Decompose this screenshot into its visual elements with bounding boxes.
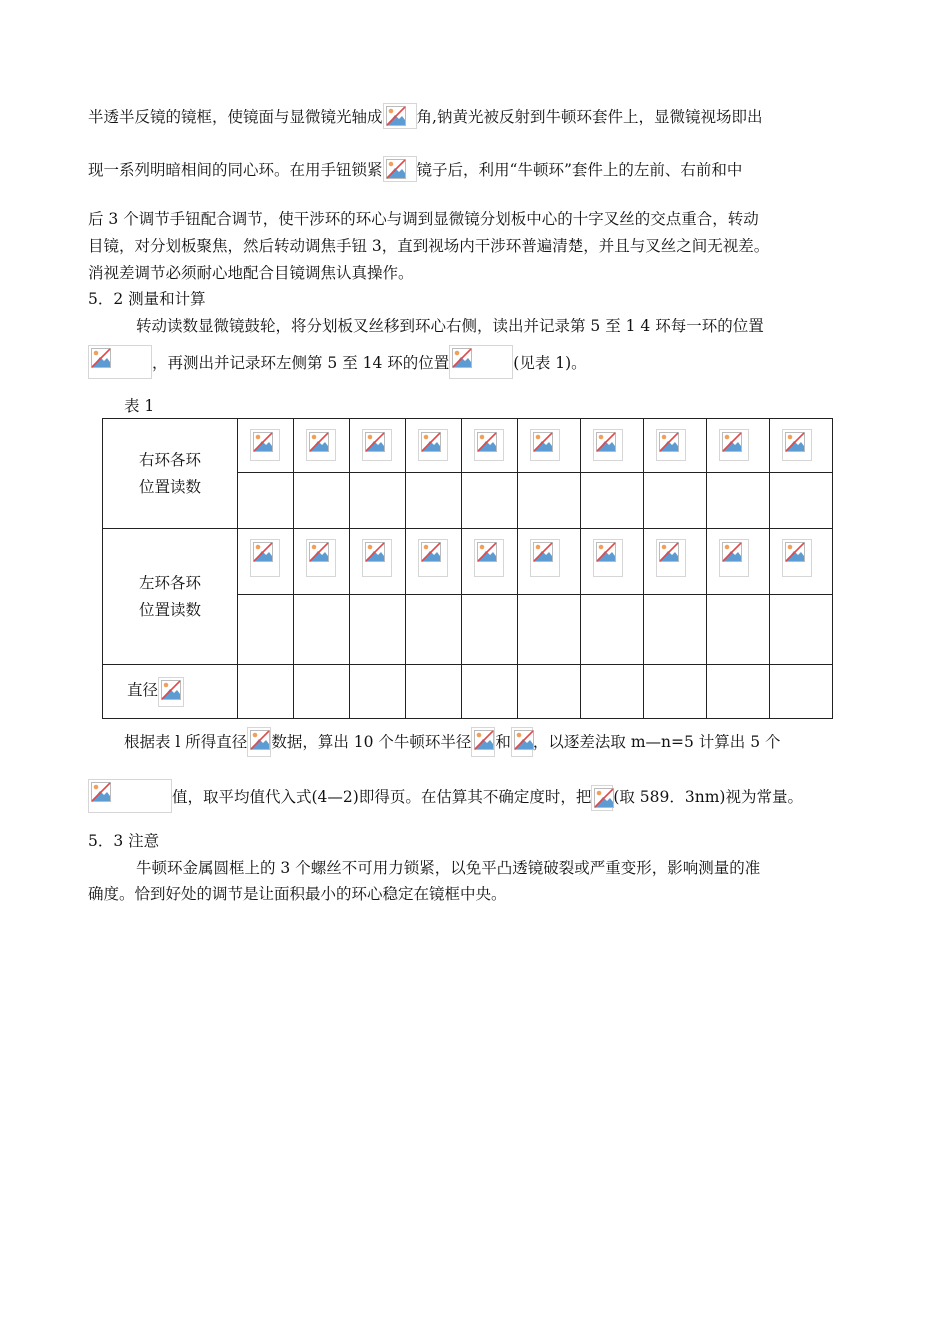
broken-image-icon (383, 103, 417, 129)
broken-image-icon (474, 429, 504, 461)
broken-image-icon (158, 677, 184, 707)
text-segment: 镜子后，利用“牛顿环”套件上的左前、右前和中 (416, 161, 743, 179)
broken-image-icon (511, 727, 533, 757)
table-cell (294, 473, 350, 529)
table-cell (294, 595, 350, 665)
broken-image-icon (418, 539, 448, 577)
table-cell (581, 529, 644, 595)
text-segment: 和 (495, 733, 511, 751)
broken-image-icon (593, 429, 623, 461)
paragraph-1-line-2 (88, 156, 742, 182)
broken-image-icon (719, 429, 749, 461)
table-cell (770, 473, 833, 529)
broken-image-icon (656, 429, 686, 461)
table-cell (581, 419, 644, 473)
broken-image-icon (782, 539, 812, 577)
after-table-line-2 (88, 779, 803, 813)
broken-image-icon (782, 429, 812, 461)
table-row (103, 529, 833, 595)
table-cell (406, 665, 462, 719)
section-53-line-2: 确度。恰到好处的调节是让面积最小的环心稳定在镜框中央。 (88, 885, 507, 903)
table-cell (350, 665, 406, 719)
row-header-text: 左环各环 (138, 573, 201, 592)
section-52-heading: 5．2 测量和计算 (88, 290, 206, 308)
text-segment: 角,钠黄光被反射到牛顿环套件上，显微镜视场即出 (416, 108, 763, 126)
table-cell (406, 529, 462, 595)
table-row (103, 665, 833, 719)
section-52-line-2 (88, 345, 587, 379)
table-cell (238, 665, 294, 719)
table-cell (350, 529, 406, 595)
broken-image-icon (362, 429, 392, 461)
broken-image-icon (449, 345, 513, 379)
row-header-text: 位置读数 (138, 600, 201, 619)
table-cell (707, 419, 770, 473)
table-cell (707, 665, 770, 719)
row-header-text: 位置读数 (138, 477, 201, 496)
table-cell (350, 473, 406, 529)
table-cell (238, 529, 294, 595)
broken-image-icon (656, 539, 686, 577)
text-segment: 数据，算出 10 个牛顿环半径 (271, 733, 472, 751)
broken-image-icon (362, 539, 392, 577)
section-52-line-1: 转动读数显微镜鼓轮，将分划板叉丝移到环心右侧，读出并记录第 5 至 1 4 环每一环的位置 (136, 317, 764, 335)
table-cell (462, 595, 518, 665)
text-segment: 根据表 l 所得直径 (124, 733, 248, 751)
table-cell (644, 529, 707, 595)
broken-image-icon (88, 345, 152, 379)
table-cell (518, 529, 581, 595)
table-cell (462, 665, 518, 719)
table-cell (581, 595, 644, 665)
row-header-diameter (103, 665, 238, 719)
table-cell (581, 665, 644, 719)
table-cell (707, 529, 770, 595)
table-cell (294, 665, 350, 719)
table-cell (238, 473, 294, 529)
section-53-line-1: 牛顿环金属圆框上的 3 个螺丝不可用力锁紧，以免平凸透镜破裂或严重变形，影响测量的准 (136, 859, 761, 877)
table-cell (770, 529, 833, 595)
broken-image-icon (88, 779, 172, 813)
text-segment: ，以逐差法取 m—n=5 计算出 5 个 (532, 733, 781, 751)
paragraph-1-line-3: 后 3 个调节手钮配合调节，使干涉环的环心与调到显微镜分划板中心的十字叉丝的交点重合，转动 (88, 210, 759, 228)
table-cell (644, 419, 707, 473)
table-cell (350, 595, 406, 665)
row-header-text: 直径 (127, 680, 159, 699)
text-segment: 半透半反镜的镜框，使镜面与显微镜光轴成 (88, 108, 383, 126)
table-cell (707, 595, 770, 665)
broken-image-icon (719, 539, 749, 577)
broken-image-icon (250, 539, 280, 577)
table-cell (406, 473, 462, 529)
table-cell (294, 529, 350, 595)
table-cell (462, 529, 518, 595)
table-cell (770, 419, 833, 473)
text-segment: ，再测出并记录环左侧第 5 至 14 环的位置 (152, 354, 450, 372)
table-1 (102, 418, 833, 719)
broken-image-icon (471, 727, 495, 757)
broken-image-icon (593, 539, 623, 577)
broken-image-icon (383, 156, 417, 182)
table-cell (462, 473, 518, 529)
section-53-heading: 5．3 注意 (88, 832, 160, 850)
broken-image-icon (418, 429, 448, 461)
table-cell (350, 419, 406, 473)
paragraph-1-line-5: 消视差调节必须耐心地配合目镜调焦认真操作。 (88, 264, 414, 282)
table-cell (707, 473, 770, 529)
broken-image-icon (474, 539, 504, 577)
table-cell (518, 473, 581, 529)
table-cell (238, 419, 294, 473)
row-header-left (103, 529, 238, 665)
broken-image-icon (530, 539, 560, 577)
row-header-right (103, 419, 238, 529)
table-cell (644, 595, 707, 665)
table-cell (770, 595, 833, 665)
table-row (103, 419, 833, 473)
broken-image-icon (306, 539, 336, 577)
table-cell (518, 419, 581, 473)
broken-image-icon (530, 429, 560, 461)
after-table-line-1 (124, 727, 781, 757)
broken-image-icon (306, 429, 336, 461)
row-header-text: 右环各环 (138, 450, 201, 469)
broken-image-icon (250, 429, 280, 461)
paragraph-1-line-4: 目镜，对分划板聚焦，然后转动调焦手钮 3，直到视场内干涉环普遍清楚，并且与叉丝之间无视差。 (88, 237, 770, 255)
text-segment: (取 589．3nm)视为常量。 (613, 788, 803, 806)
table-cell (294, 419, 350, 473)
broken-image-icon (247, 727, 271, 757)
table-caption: 表 1 (124, 397, 155, 415)
table-cell (770, 665, 833, 719)
table-cell (581, 473, 644, 529)
table-cell (518, 595, 581, 665)
text-segment: 值，取平均值代入式(4—2)即得页。在估算其不确定度时，把 (172, 788, 592, 806)
table-cell (406, 595, 462, 665)
broken-image-icon (591, 785, 613, 811)
paragraph-1-line-1 (88, 103, 762, 129)
table-cell (406, 419, 462, 473)
text-segment: 现一系列明暗相间的同心环。在用手钮锁紧 (88, 161, 383, 179)
table-cell (462, 419, 518, 473)
text-segment: (见表 1)。 (513, 354, 587, 372)
table-cell (238, 595, 294, 665)
table-cell (518, 665, 581, 719)
table-cell (644, 665, 707, 719)
table-cell (644, 473, 707, 529)
